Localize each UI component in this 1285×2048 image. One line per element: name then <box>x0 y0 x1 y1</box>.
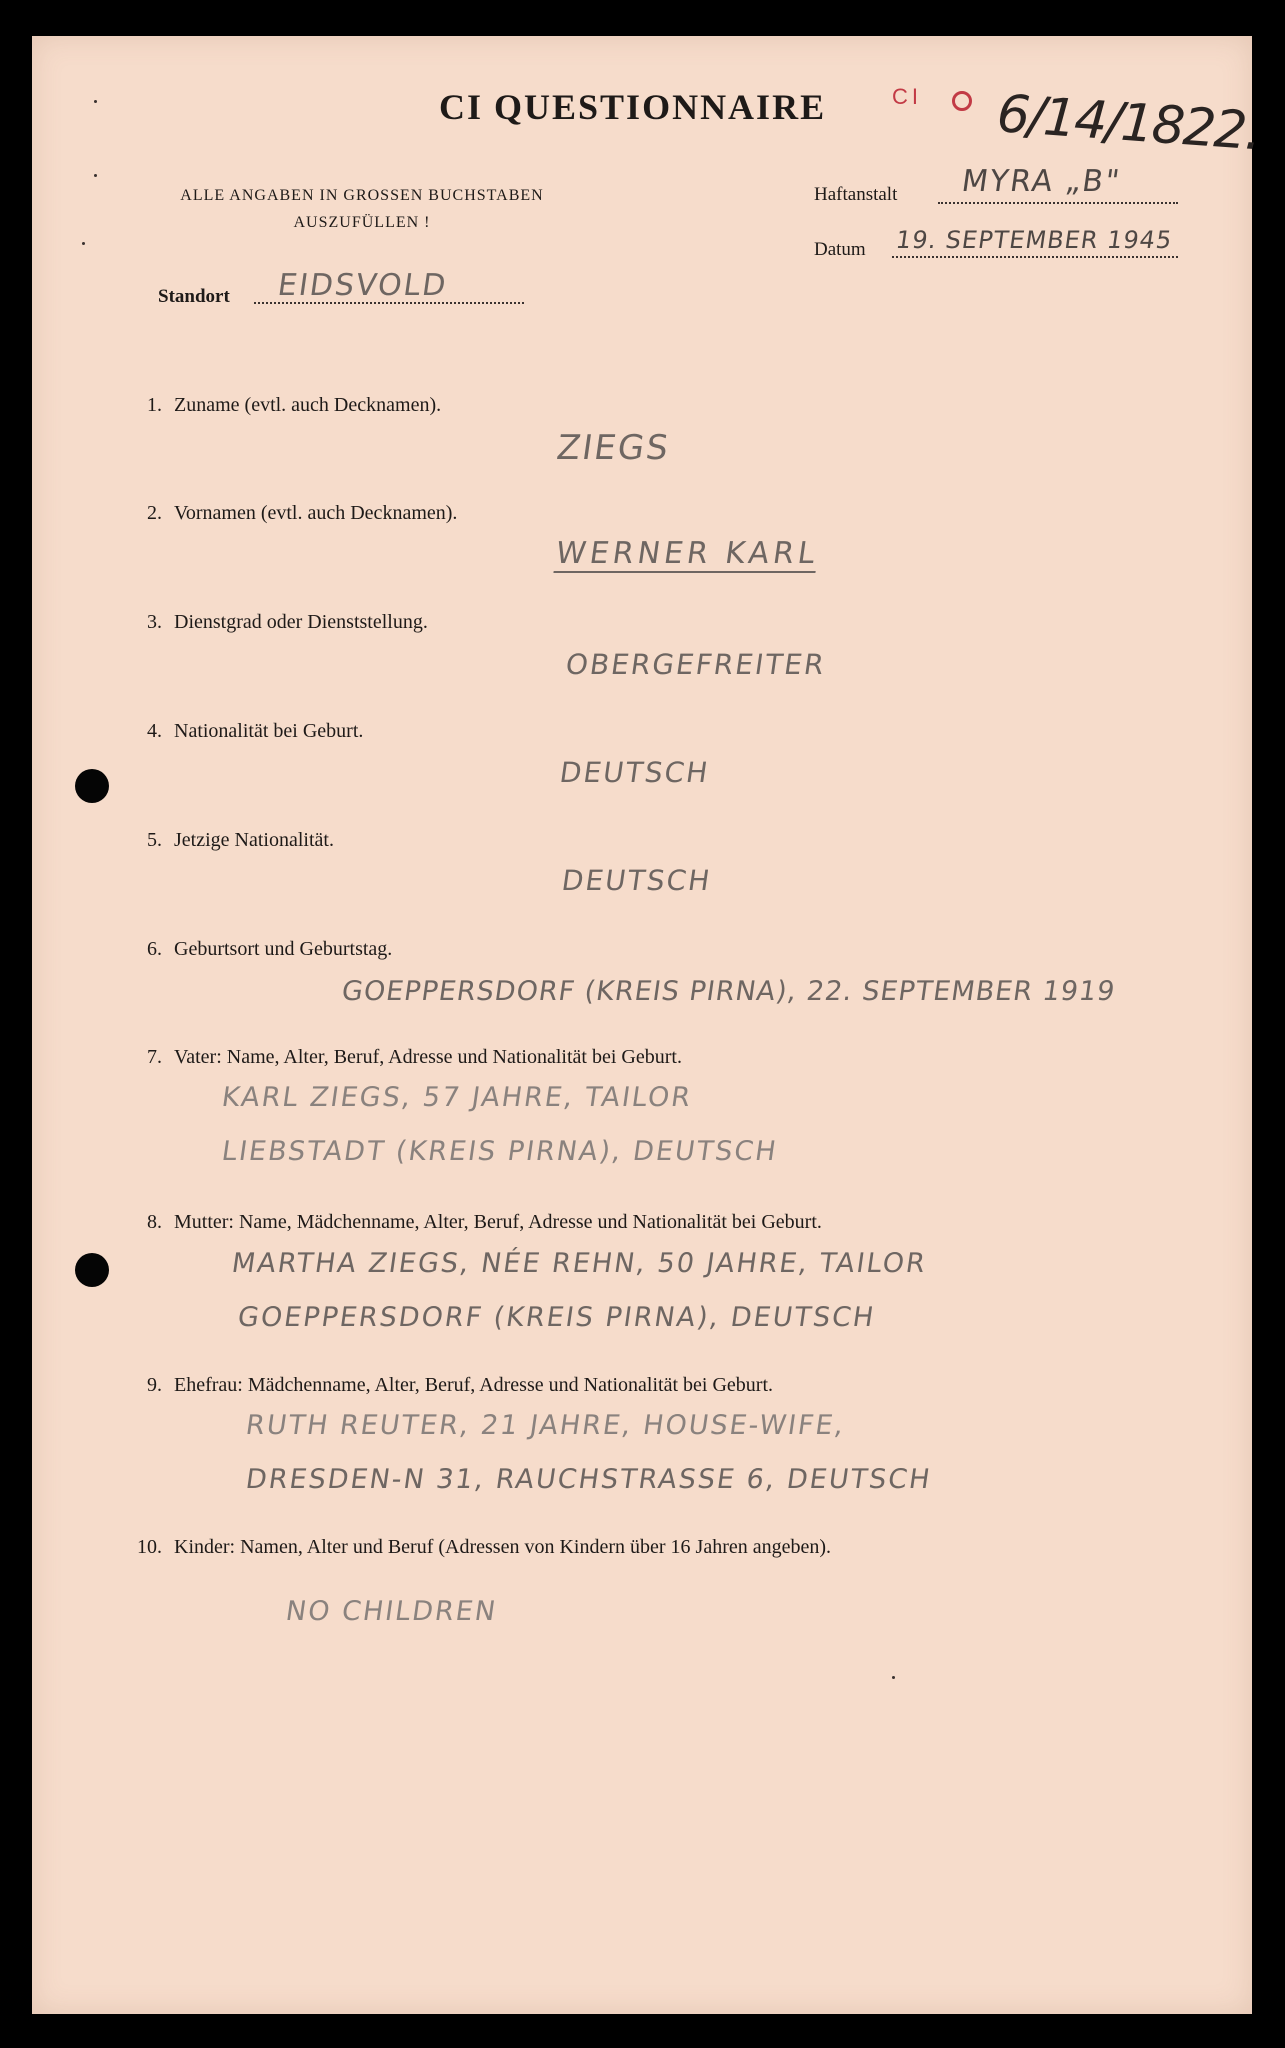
paper-mark <box>94 174 97 177</box>
answer-9-line-2[interactable]: DRESDEN-N 31, RAUCHSTRASSE 6, DEUTSCH <box>243 1464 934 1495</box>
question-6 <box>122 938 392 961</box>
answer-2[interactable]: WERNER KARL <box>553 536 822 571</box>
haftanstalt-label: Haftanstalt <box>814 184 898 205</box>
question-number: 8. <box>147 1211 162 1233</box>
questionnaire-sheet <box>32 36 1262 2014</box>
question-label: Vater: Name, Alter, Beruf, Adresse und Nationalität bei Geburt. <box>174 1046 682 1068</box>
question-4 <box>122 720 363 743</box>
question-label: Dienstgrad oder Dienststellung. <box>174 611 428 633</box>
paper-mark <box>82 242 85 245</box>
answer-7-line-1[interactable]: KARL ZIEGS, 57 JAHRE, TAILOR <box>219 1082 695 1113</box>
question-number: 3. <box>147 611 162 633</box>
answer-8-line-1[interactable]: MARTHA ZIEGS, NÉE REHN, 50 JAHRE, TAILOR <box>229 1248 929 1279</box>
question-9 <box>122 1374 773 1397</box>
question-label: Nationalität bei Geburt. <box>174 720 364 742</box>
punch-hole-icon <box>75 769 109 803</box>
question-label: Geburtsort und Geburtstag. <box>174 938 393 960</box>
haftanstalt-line <box>938 202 1178 204</box>
question-number: 9. <box>147 1374 162 1396</box>
question-label: Vornamen (evtl. auch Decknamen). <box>174 502 458 524</box>
question-number: 10. <box>137 1536 162 1558</box>
question-number: 1. <box>147 394 162 416</box>
instruction-line-2: AUSZUFÜLLEN ! <box>293 214 431 231</box>
instruction-text <box>132 182 592 236</box>
question-10 <box>122 1536 831 1559</box>
ci-stamp: CI <box>892 84 922 109</box>
answer-7-line-2[interactable]: LIEBSTADT (KREIS PIRNA), DEUTSCH <box>219 1136 780 1167</box>
standort-value[interactable]: EIDSVOLD <box>275 268 450 303</box>
question-label: Zuname (evtl. auch Decknamen). <box>174 394 442 416</box>
paper-mark <box>892 1676 895 1679</box>
answer-9-line-1[interactable]: RUTH REUTER, 21 JAHRE, HOUSE-WIFE, <box>243 1410 848 1441</box>
question-number: 7. <box>147 1046 162 1068</box>
standort-label: Standort <box>158 286 230 307</box>
question-8 <box>122 1211 822 1234</box>
datum-line <box>892 256 1178 258</box>
answer-5[interactable]: DEUTSCH <box>559 864 714 897</box>
question-5 <box>122 829 334 852</box>
form-title: CI QUESTIONNAIRE <box>439 87 827 127</box>
answer-8-line-2[interactable]: GOEPPERSDORF (KREIS PIRNA), DEUTSCH <box>235 1302 878 1333</box>
question-1 <box>122 394 441 417</box>
question-number: 2. <box>147 502 162 524</box>
paper-mark <box>94 100 97 103</box>
answer-3[interactable]: OBERGEFREITER <box>563 648 828 681</box>
question-number: 6. <box>147 938 162 960</box>
haftanstalt-value[interactable]: MYRA „B" <box>959 164 1124 199</box>
file-reference: 6/14/1822. <box>994 84 1262 163</box>
question-number: 4. <box>147 720 162 742</box>
question-2 <box>122 502 457 525</box>
datum-label: Datum <box>814 239 866 260</box>
question-3 <box>122 611 428 634</box>
question-7 <box>122 1046 682 1069</box>
punch-hole-icon <box>75 1253 109 1287</box>
question-label: Kinder: Namen, Alter und Beruf (Adressen von Kindern über 16 Jahren angeben). <box>174 1536 832 1558</box>
answer-1[interactable]: ZIEGS <box>554 428 673 468</box>
answer-6[interactable]: GOEPPERSDORF (KREIS PIRNA), 22. SEPTEMBER 1919 <box>339 976 1118 1007</box>
stamp-circle-icon <box>952 91 972 111</box>
question-label: Ehefrau: Mädchenname, Alter, Beruf, Adresse und Nationalität bei Geburt. <box>174 1374 774 1396</box>
answer-4[interactable]: DEUTSCH <box>557 756 712 789</box>
datum-value[interactable]: 19. SEPTEMBER 1945 <box>894 226 1175 254</box>
question-number: 5. <box>147 829 162 851</box>
instruction-line-1: ALLE ANGABEN IN GROSSEN BUCHSTABEN <box>180 187 544 204</box>
question-label: Jetzige Nationalität. <box>174 829 334 851</box>
question-label: Mutter: Name, Mädchenname, Alter, Beruf, Adresse und Nationalität bei Geburt. <box>174 1211 822 1233</box>
answer-10[interactable]: NO CHILDREN <box>283 1596 500 1627</box>
